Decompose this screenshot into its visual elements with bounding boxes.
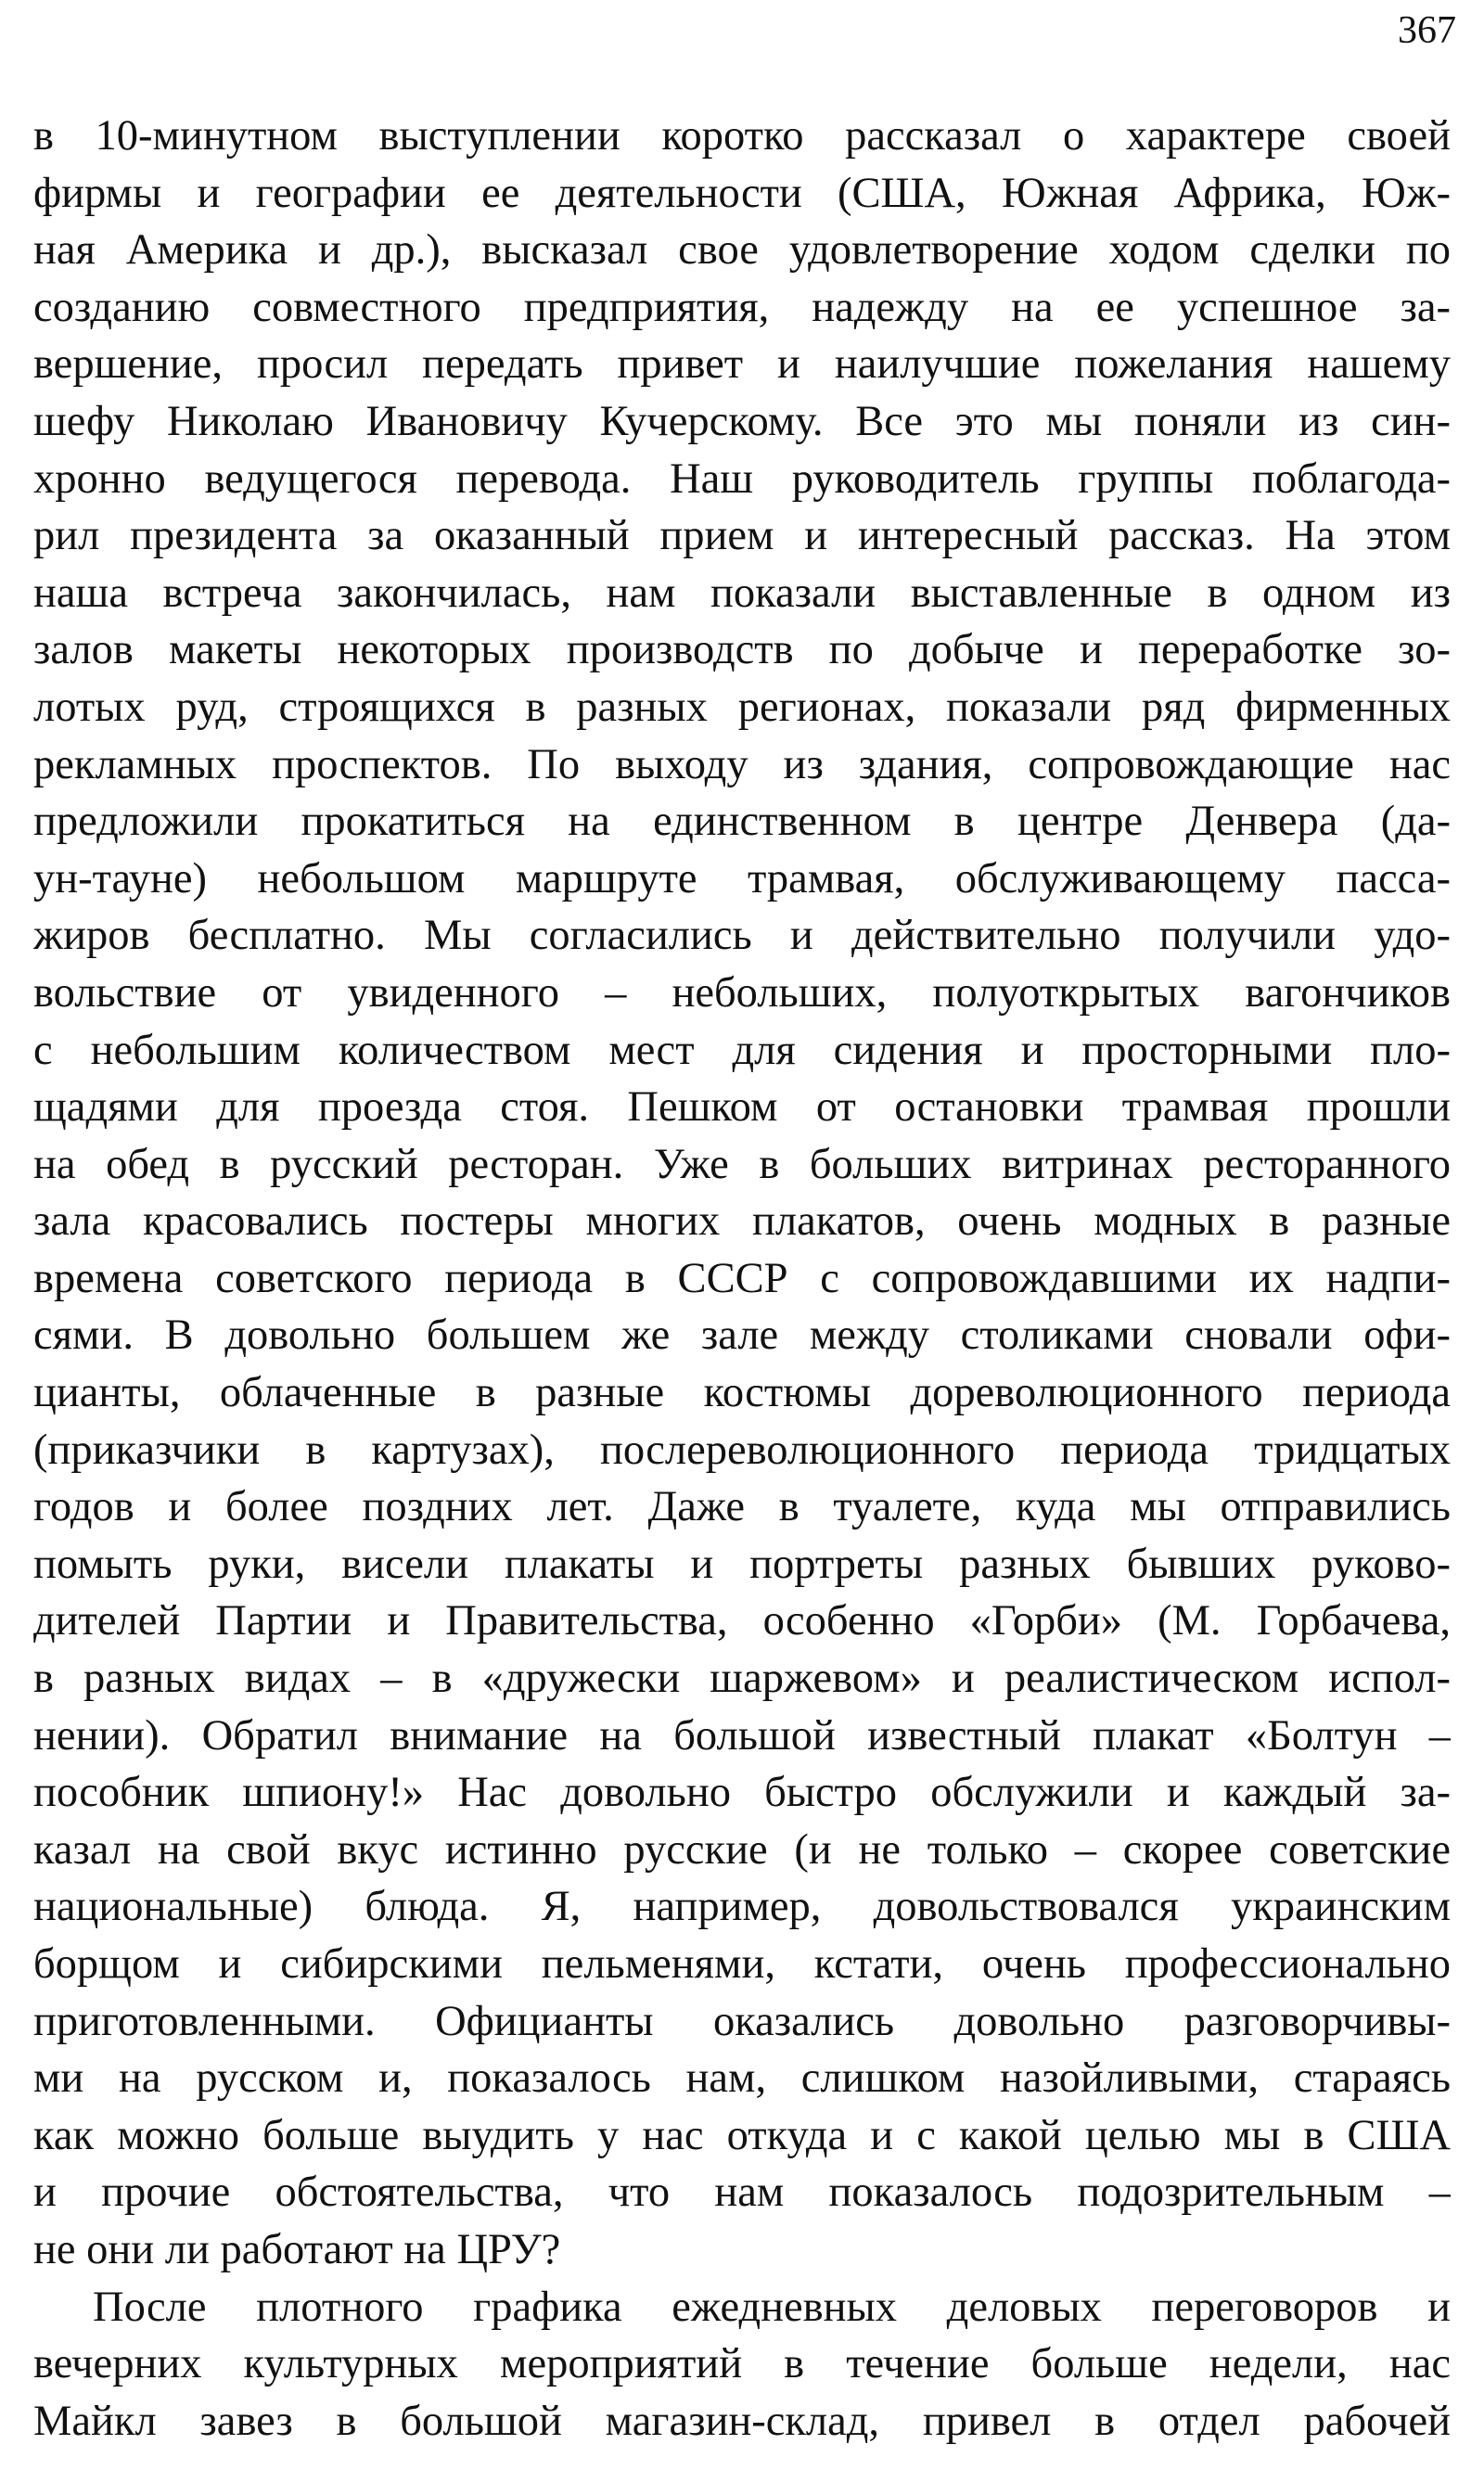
text-line: годов и более поздних лет. Даже в туалете, куда мы отправились bbox=[33, 1483, 1451, 1531]
text-line: шефу Николаю Ивановичу Кучерскому. Все это мы поняли из син- bbox=[33, 397, 1451, 445]
text-line: залов макеты некоторых производств по добыче и переработке зо- bbox=[33, 626, 1451, 674]
text-line: с небольшим количеством мест для сидения и просторными пло- bbox=[33, 1026, 1451, 1074]
text-line: помыть руки, висели плакаты и портреты разных бывших руково- bbox=[33, 1540, 1451, 1588]
text-line: цианты, облаченные в разные костюмы дореволюционного периода bbox=[33, 1369, 1451, 1417]
text-line: предложили прокатиться на единственном в центре Денвера (да- bbox=[33, 798, 1451, 846]
text-line: жиров бесплатно. Мы согласились и действительно получили удо- bbox=[33, 912, 1451, 960]
text-line: ми на русском и, показалось нам, слишком назойливыми, стараясь bbox=[33, 2054, 1451, 2103]
text-line: как можно больше выудить у нас откуда и с какой целью мы в США bbox=[33, 2111, 1451, 2159]
text-line: (приказчики в картузах), послереволюционного периода тридцатых bbox=[33, 1426, 1451, 1474]
paragraph bbox=[33, 2279, 1451, 2451]
text-line: вершение, просил передать привет и наилучшие пожелания нашему bbox=[33, 340, 1451, 389]
text-line: рил президента за оказанный прием и интересный рассказ. На этом bbox=[33, 512, 1451, 560]
text-line: лотых руд, строящихся в разных регионах, показали ряд фирменных bbox=[33, 683, 1451, 731]
text-line: фирмы и географии ее деятельности (США, Южная Африка, Юж- bbox=[33, 169, 1451, 217]
text-line: пособник шпиону!» Нас довольно быстро обслужили и каждый за- bbox=[33, 1769, 1451, 1817]
text-line: борщом и сибирскими пельменями, кстати, очень профессионально bbox=[33, 1940, 1451, 1988]
text-line: времена советского периода в СССР с сопровождавшими их надпи- bbox=[33, 1254, 1451, 1302]
paragraph bbox=[33, 108, 1451, 2279]
text-line: национальные) блюда. Я, например, довольствовался украинским bbox=[33, 1883, 1451, 1931]
text-line: дителей Партии и Правительства, особенно «Горби» (М. Горбачева, bbox=[33, 1597, 1451, 1645]
text-line: рекламных проспектов. По выходу из здания, сопровождающие нас bbox=[33, 740, 1451, 788]
text-line: щадями для проезда стоя. Пешком от остановки трамвая прошли bbox=[33, 1083, 1451, 1132]
text-line: созданию совместного предприятия, надежду на ее успешное за- bbox=[33, 283, 1451, 331]
text-line: нении). Обратил внимание на большой известный плакат «Болтун – bbox=[33, 1711, 1451, 1760]
text-line: вечерних культурных мероприятий в течение больше недели, нас bbox=[33, 2340, 1451, 2388]
text-line: После плотного графика ежедневных деловых переговоров и bbox=[93, 2283, 1451, 2331]
text-line: в 10-минутном выступлении коротко рассказал о характере своей bbox=[33, 112, 1451, 160]
text-line: приготовленными. Официанты оказались довольно разговорчивы- bbox=[33, 1997, 1451, 2045]
text-line: хронно ведущегося перевода. Наш руководитель группы поблагода- bbox=[33, 454, 1451, 503]
body-text bbox=[33, 108, 1451, 2450]
text-line: наша встреча закончилась, нам показали выставленные в одном из bbox=[33, 569, 1451, 617]
text-line: в разных видах – в «дружески шаржевом» и реалистическом испол- bbox=[33, 1655, 1451, 1703]
text-line: и прочие обстоятельства, что нам показалось подозрительным – bbox=[33, 2169, 1451, 2217]
page-number: 367 bbox=[1398, 9, 1456, 52]
text-line: Майкл завез в большой магазин-склад, привел в отдел рабочей bbox=[33, 2397, 1451, 2445]
text-line: на обед в русский ресторан. Уже в больших витринах ресторанного bbox=[33, 1140, 1451, 1188]
text-line: казал на свой вкус истинно русские (и не только – скорее советские bbox=[33, 1825, 1451, 1874]
text-line: не они ли работают на ЦРУ? bbox=[33, 2225, 561, 2273]
text-line: сями. В довольно большем же зале между столиками сновали офи- bbox=[33, 1312, 1451, 1360]
text-line: ун-тауне) небольшом маршруте трамвая, обслуживающему пасса- bbox=[33, 854, 1451, 902]
text-line: зала красовались постеры многих плакатов, очень модных в разные bbox=[33, 1197, 1451, 1246]
text-line: ная Америка и др.), высказал свое удовлетворение ходом сделки по bbox=[33, 226, 1451, 275]
text-line: вольствие от увиденного – небольших, полуоткрытых вагончиков bbox=[33, 968, 1451, 1017]
